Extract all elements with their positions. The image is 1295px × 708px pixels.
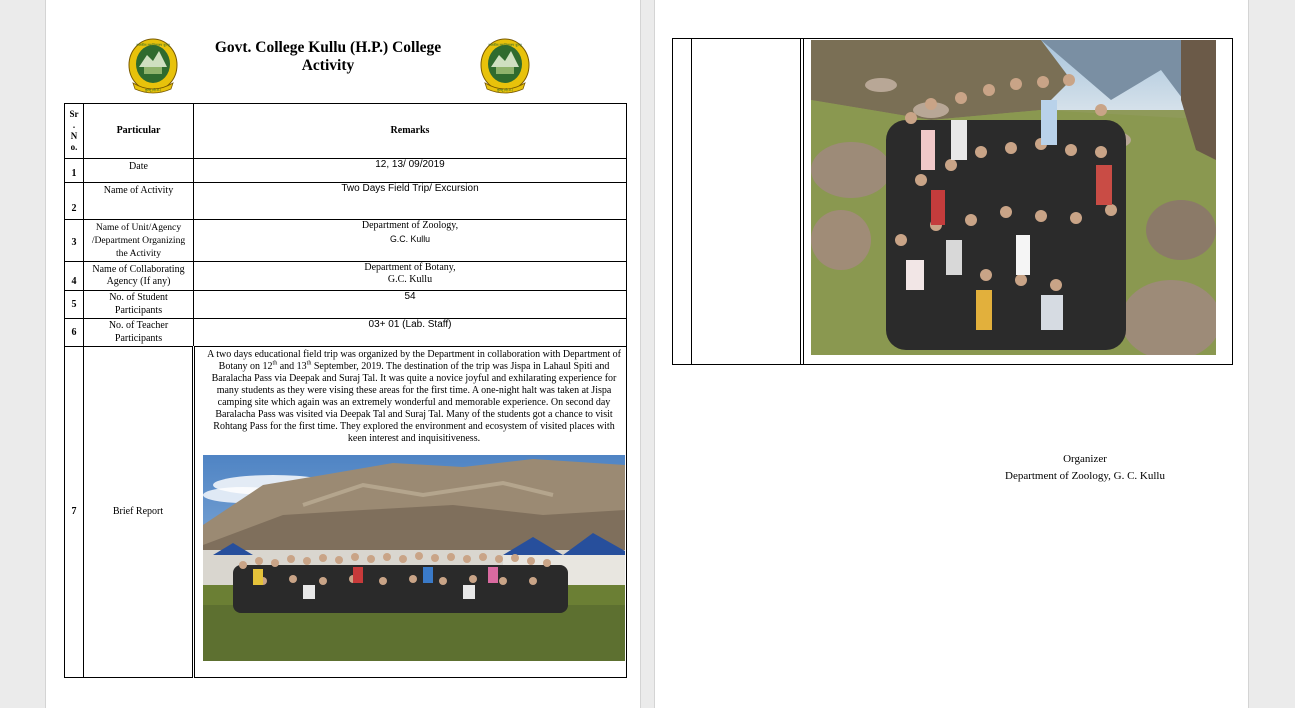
organizer-department: Department of Zoology, G. C. Kullu xyxy=(1005,470,1165,482)
logo-text-bottom: कुल्लू (हि.प्र.) xyxy=(145,88,161,92)
remarks-line-1: Department of Botany, xyxy=(364,262,456,273)
activity-table xyxy=(64,103,627,678)
row-sr: 4 xyxy=(65,262,84,291)
row-particular: No. of Teacher Participants xyxy=(84,319,194,347)
row-particular: Name of Collaborating Agency (If any) xyxy=(84,262,194,291)
header-particular: Particular xyxy=(84,104,194,159)
row-particular: Name of Activity xyxy=(84,183,194,220)
organizer-block xyxy=(995,451,1175,485)
logo-text-top: राजकीय महाविद्यालय कुल्लू xyxy=(488,43,522,47)
row-remarks: Two Days Field Trip/ Excursion xyxy=(194,183,627,220)
row-remarks xyxy=(194,220,627,262)
column-divider-double xyxy=(800,39,804,364)
mountain-group-photo xyxy=(811,40,1216,355)
table-row xyxy=(65,262,627,291)
title-line-2: Activity xyxy=(301,57,355,74)
row-sr: 5 xyxy=(65,291,84,319)
table-row xyxy=(65,291,627,319)
logo-text-top: राजकीय महाविद्यालय कुल्लू xyxy=(136,43,170,47)
document-page-1 xyxy=(46,0,640,708)
row-sr: 3 xyxy=(65,220,84,262)
table-row xyxy=(65,183,627,220)
header-sr-no: Sr . N o. xyxy=(65,104,84,159)
row-sr: 1 xyxy=(65,159,84,183)
row-particular: No. of Student Participants xyxy=(84,291,194,319)
column-divider xyxy=(691,39,692,364)
row-sr: 6 xyxy=(65,319,84,347)
college-logo-left xyxy=(127,37,179,95)
table-row xyxy=(65,319,627,347)
camp-group-photo xyxy=(203,455,625,661)
table-row xyxy=(65,159,627,183)
row-remarks: 03+ 01 (Lab. Staff) xyxy=(194,319,627,347)
brief-report-text: A two days educational field trip was organized by the Department in collaboration with Department of Botany on 12th and 13th September, 2019. The destination of the trip was Jispa in Lahaul Spiti and Baralacha Pass via Deepak and Suraj Tal. It was quite a novice joyful and exhilarating experience for many students as they were vising these areas for the first time. A one-night halt was taken at Jispa camping site which again was an extremely wonderful and memorable experience. On second day Baralacha Pass was visited via Deepak Tal and Suraj Tal. Many of the students got a chance to visit Rohtang Pass for the first time. They explored the environment and ecosystem of visited places with keen interest and inquisitiveness. xyxy=(207,349,621,444)
header-remarks: Remarks xyxy=(194,104,627,159)
document-title xyxy=(201,39,455,75)
brief-report-cell xyxy=(194,347,627,678)
college-logo-right xyxy=(479,37,531,95)
row-sr: 7 xyxy=(65,347,84,678)
row-particular: Date xyxy=(84,159,194,183)
row-sr: 2 xyxy=(65,183,84,220)
row-particular: Brief Report xyxy=(84,347,194,678)
table-row xyxy=(65,220,627,262)
remarks-line-1: Department of Zoology, xyxy=(361,220,459,231)
row-remarks: 54 xyxy=(194,291,627,319)
logo-text-bottom: कुल्लू (हि.प्र.) xyxy=(497,88,513,92)
row-remarks xyxy=(194,262,627,291)
row-remarks: 12, 13/ 09/2019 xyxy=(194,159,627,183)
remarks-line-2: G.C. Kullu xyxy=(389,234,431,244)
table-header-row xyxy=(65,104,627,159)
document-page-2 xyxy=(655,0,1248,708)
remarks-line-2: G.C. Kullu xyxy=(387,274,433,285)
row-particular: Name of Unit/Agency /Department Organizing the Activity xyxy=(84,220,194,262)
continuation-table xyxy=(672,38,1233,365)
organizer-label: Organizer xyxy=(1063,453,1107,465)
table-row xyxy=(65,347,627,678)
title-line-1: Govt. College Kullu (H.P.) College xyxy=(214,39,442,56)
